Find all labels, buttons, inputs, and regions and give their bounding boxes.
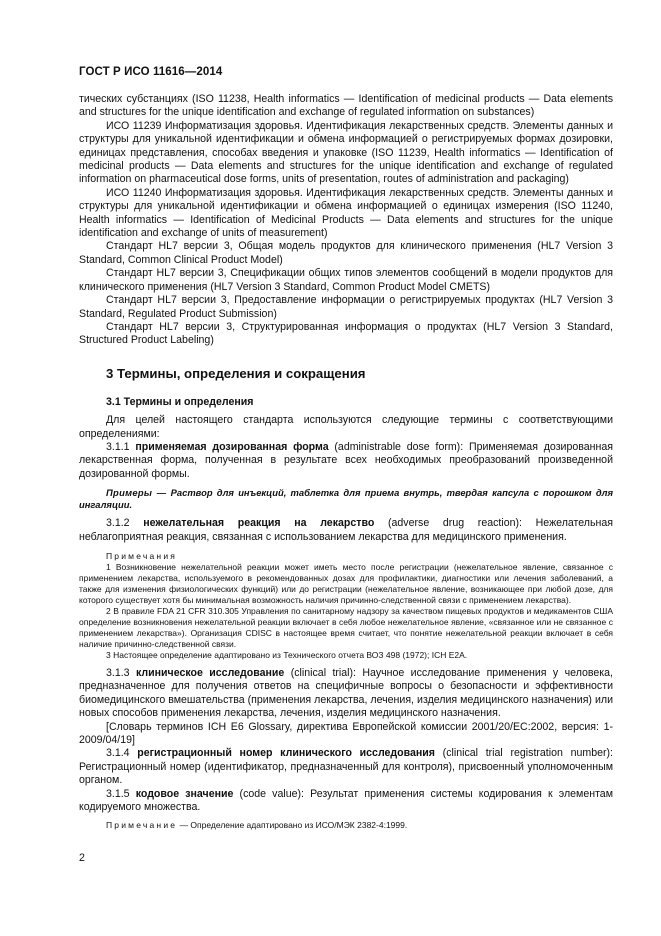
term-3-1-1 <box>79 441 613 481</box>
note-2: 2 В правиле FDA 21 CFR 310.305 Управления по санитарному надзору за качеством пищевых продуктов и медикаментов США определение возникновения нежелательной реакции включает в себя любое нежелательное явление, «связанное или не связанное с применением лекарства»). Организация CDISC в настоящее время считает, что понятие нежелательной реакции включает в себя наличие причинно-следственной связи. <box>79 605 613 649</box>
reference-hl7-rps: Стандарт HL7 версии 3, Предоставление информации о регистрируемых продуктах (HL7 Version 3 Standard, Regulated Product Submission) <box>79 294 613 320</box>
reference-iso11239: ИСО 11239 Информатизация здоровья. Идентификация лекарственных средств. Элементы данных и структуры для уникальной идентификации и обмена информацией о регистрируемых формах дозировки, единицах представления, способах введения и упаковке (ISO 11239, Health informatics — Identification of medicinal products — Data elements and structures for the unique identification and exchange of regulated information on pharmaceutical dose forms, units of presentation, routes of administration and packaging) <box>79 119 613 186</box>
term-name: регистрационный номер клинического исследования <box>137 747 435 760</box>
term-3-1-3 <box>79 667 613 721</box>
term-number: 3.1.2 <box>106 517 130 530</box>
term-3-1-1-example <box>79 487 613 511</box>
term-number: 3.1.5 <box>106 787 130 800</box>
notes-heading: Примечания <box>106 550 178 561</box>
example-label: Примеры — <box>106 487 167 499</box>
term-definition: (adverse drug reaction): Нежелательная неблагоприятная реакция, связанная с использованием лекарства для медицинского применения. <box>79 517 613 543</box>
term-name: нежелательная реакция на лекарство <box>143 517 375 530</box>
term-definition: (code value): Результат применения системы кодирования к элементам кодируемого множества. <box>79 787 613 814</box>
term-number: 3.1.4 <box>106 747 130 760</box>
term-3-1-3-source: [Словарь терминов ICH E6 Glossary, директива Европейской комиссии 2001/20/EC:2002, версия: 1-2009/04/19] <box>79 720 613 746</box>
section-3-title: 3 Термины, определения и сокращения <box>106 365 366 381</box>
reference-hl7-cmets: Стандарт HL7 версии 3, Спецификации общих типов элементов сообщений в модели продуктов для клинического применения (HL7 Version 3 Standard, Common Product Model CMETS) <box>79 267 613 293</box>
term-definition: (clinical trial registration number): Регистрационный номер (идентификатор, предназначенный для контроля), присвоенный уполномоченным органом. <box>79 747 613 787</box>
term-name: применяемая дозированная форма <box>135 440 329 453</box>
reference-iso11238-continued: тических субстанциях (ISO 11238, Health informatics — Identification of medicinal products — Data elements and structures for the unique identification and exchange of regulated information on substances) <box>79 93 613 119</box>
note-text: — Определение адаптировано из ИСО/МЭК 2382-4:1999. <box>177 820 408 831</box>
term-definition: (administrable dose form): Применяемая дозированная лекарственная форма, полученная в результате всех необходимых преобразований произведенной дозированной формы. <box>79 440 613 480</box>
term-3-1-2 <box>79 517 613 544</box>
document-body <box>79 93 613 831</box>
note-label: Примечание <box>106 820 178 831</box>
term-name: кодовое значение <box>135 787 234 800</box>
page-number: 2 <box>79 852 85 864</box>
term-3-1-5 <box>79 788 613 815</box>
term-3-1-4 <box>79 747 613 787</box>
term-name: клиническое исследование <box>135 666 285 679</box>
reference-hl7-ccpm: Стандарт HL7 версии 3, Общая модель продуктов для клинического применения (HL7 Version 3 Standard, Common Clinical Product Model) <box>79 240 613 266</box>
term-number: 3.1.3 <box>106 666 130 679</box>
reference-iso11240: ИСО 11240 Информатизация здоровья. Идентификация лекарственных средств. Элементы данных и структуры для уникальной идентификации и обмена информацией о единицах измерения (ISO 11240, Health informatics — Identification of Medicinal Products — Data elements and structures for the unique identification and exchange of units of measurement) <box>79 186 613 240</box>
subsection-3-1-title: 3.1 Термины и определения <box>106 395 254 408</box>
reference-hl7-spl: Стандарт HL7 версии 3, Структурированная информация о продуктах (HL7 Version 3 Standard, Structured Product Labeling) <box>79 320 613 347</box>
term-number: 3.1.1 <box>106 440 130 453</box>
definitions-intro: Для целей настоящего стандарта используются следующие термины с соответствующими определениями: <box>79 414 613 440</box>
final-note <box>79 820 613 831</box>
note-1: 1 Возникновение нежелательной реакции может иметь место после регистрации (нежелательное явление, связанное с применением лекарства, используемого в рекомендованных дозах для профилактики, диагностики или лечения заболеваний, а также для изменения физиологических функций) или до регистрации (нежелательное явление, возникающее при любой дозе, для которого существует хотя бы минимальная возможность наличия причинно-следственной связи с применением лекарства). <box>79 561 613 605</box>
note-3: 3 Настоящее определение адаптировано из Технического отчета ВОЗ 498 (1972); ICH E2A. <box>106 649 468 660</box>
example-text: Раствор для инъекций, таблетка для приема внутрь, твердая капсула с порошком для ингаляции. <box>79 487 613 511</box>
page-header-standard: ГОСТ Р ИСО 11616—2014 <box>79 66 223 78</box>
term-definition: (clinical trial): Научное исследование применения у человека, предназначенное для получения ответов на специфичные вопросы о безопасности и эффективности биомедицинского вмешательства (применения лекарства, лечения, изделия медицинского назначения) или новых способов применения лекарства, лечения, изделия медицинского назначения. <box>79 666 613 720</box>
